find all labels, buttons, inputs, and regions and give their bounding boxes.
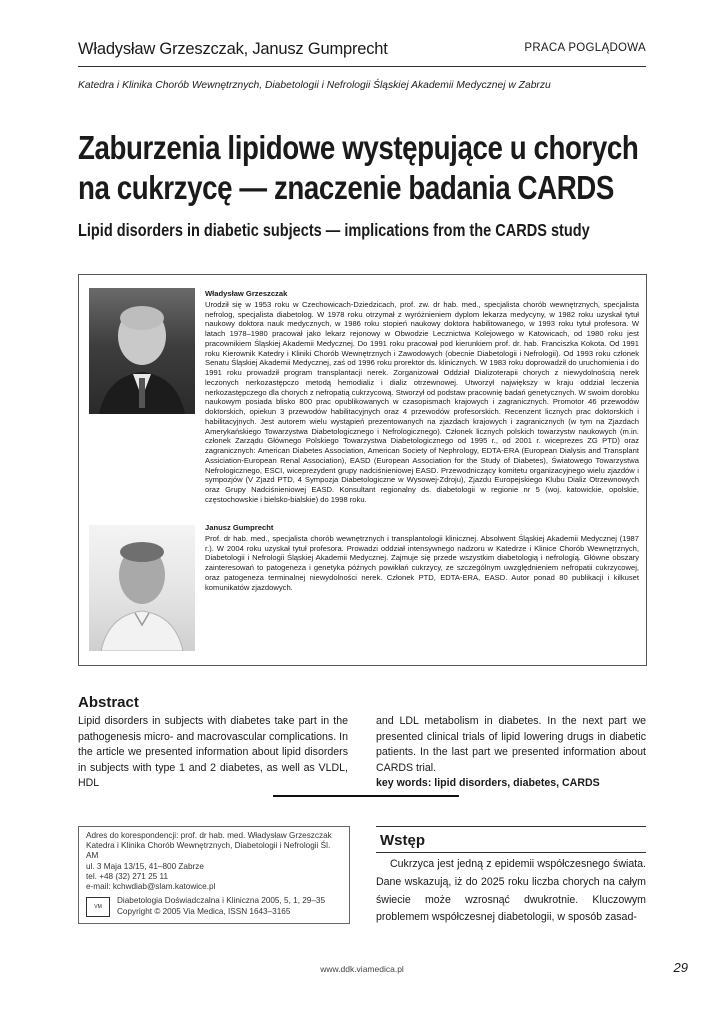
keywords: key words: lipid disorders, diabetes, CARDS xyxy=(376,777,600,789)
corr-email: e-mail: kchwdiab@slam.katowice.pl xyxy=(86,882,216,892)
footer-url: www.ddk.viamedica.pl xyxy=(320,964,404,974)
bio-name: Władysław Grzeszczak xyxy=(205,289,288,298)
article-type-label: PRACA POGLĄDOWA xyxy=(524,42,646,54)
abstract-left-column: Lipid disorders in subjects with diabetes take part in the pathogenesis micro- and macrovascular complications. In the article we presented information about lipid disorders in subjects with type 1 and 2 diabetes, as well as VLDL, HDL xyxy=(78,715,348,789)
abstract-right-column xyxy=(376,714,646,792)
section-divider xyxy=(273,795,459,797)
header-divider xyxy=(78,66,646,67)
corr-line: Adres do korespondencji: prof. dr hab. med. Władysław Grzeszczak xyxy=(86,831,332,840)
intro-heading-rule-bottom xyxy=(376,852,646,853)
publication-info xyxy=(117,895,325,917)
correspondence-box xyxy=(78,826,350,924)
title-line-2: na cukrzycę — znaczenie badania CARDS xyxy=(78,169,614,206)
publisher-logo-icon: VM xyxy=(86,897,110,917)
affiliation: Katedra i Klinika Chorób Wewnętrznych, Diabetologii i Nefrologii Śląskiej Akademii Medycznej w Zabrzu xyxy=(78,80,551,91)
article-title xyxy=(78,128,658,208)
journal-citation: Diabetologia Doświadczalna i Kliniczna 2005, 5, 1, 29–35 xyxy=(117,896,326,905)
corr-line: ul. 3 Maja 13/15, 41–800 Zabrze xyxy=(86,861,204,871)
intro-heading: Wstęp xyxy=(380,832,425,849)
corr-line: Katedra i Klinika Chorób Wewnętrznych, Diabetologii i Nefrologii Śl. AM xyxy=(86,841,331,861)
running-header-authors: Władysław Grzeszczak, Janusz Gumprecht xyxy=(78,40,388,58)
author-photo-gumprecht xyxy=(89,525,195,651)
bio-grzeszczak xyxy=(205,289,639,505)
title-line-1: Zaburzenia lipidowe występujące u chorych xyxy=(78,129,639,166)
copyright: Copyright © 2005 Via Medica, ISSN 1643–3165 xyxy=(117,907,291,916)
abstract-text: and LDL metabolism in diabetes. In the next part we presented clinical trials of lipid lowering drugs in diabetic patients. In the last part we presented information about CARDS trial. xyxy=(376,715,646,774)
correspondence-address xyxy=(86,831,344,892)
portrait-icon xyxy=(89,525,195,651)
abstract-heading: Abstract xyxy=(78,694,139,711)
page-number: 29 xyxy=(673,960,688,975)
bio-text: Urodził się w 1953 roku w Czechowicach-Dziedzicach, prof. zw. dr hab. med., specjalista chorób wewnętrznych, specjalista nefrolog, specjalista diabetolog. W 1978 roku otrzymał z wyróżnieniem dyplom lekarza medycyny, w 1982 roku uzyskał tytuł naukowy doktora nauk medycznych, w 1986 roku stopień naukowy doktora habilitowanego, w 1993 roku tytuł profesora. W latach 1978–1980 pracował jako lekarz rejonowy w Obwodzie Lecznictwa Kolejowego w Katowicach, od 1980 roku jest pracownikiem Śląskiej Akademii Medycznej. Do 1991 roku pracował pod kierunkiem prof. dr. hab. Franciszka Kokota. Od 1991 roku Kierownik Katedry i Kliniki Chorób Wewnętrznych i Zawodowych (obecnie Diabetologii i Nefrologii). Od 1993 roku członek Senatu Śląskiej Akademii Medycznej, zaś od 1996 roku prorektor ds. klinicznych. W 1983 roku doprowadził do uruchomienia i do 1991 roku prowadził program transplantacji nerek. Zorganizował Oddział Dializoterapii chorych z niewydolnością nerek leczonych nerkozastępczo metodą hemodializ i dializ otrzewnowej. Utworzył największy w kraju oddział leczenia nerkozastępczego dla chorych z nefropatią cukrzycową. Stworzył od podstaw pracownię badań genetycznych. W swoim dorobku naukowym posiada blisko 800 prac opublikowanych w czasopismach krajowych i zagranicznych. Promotor 46 przewodów doktorskich, opiekun 3 przewodów habilitacyjnych oraz 4 przewodów profesorskich. Recenzent licznych prac doktorskich i habilitacyjnych. Jest autorem wielu wystąpień prezentowanych na zjazdach krajowych i zagranicznych (w tym na Zjazdach Amerykańskiego Towarzystwa Diabetologicznego i Nefrologicznego). Członek licznych polskich towarzystw naukowych (m.in. członek Zarządu Głównego Polskiego Towarzystwa Diabetologicznego od 1995 r., od 2001 r. wiceprezes ZG PTD) oraz zagranicznych: American Diabetes Association, American Society of Nephrology, EDTA-ERA (European Dialysis and Transplant Assiciation-European Renal Association), EASD (European Association for the Study of Diabetes), Światowego Towarzystwa Nefrologicznego, ESCI, wiceprezydent grupy nadciśnieniowej EASD. Przewodniczący komitetu organizacyjnego wielu zjazdów i sympozjów (V Zjazd PTD, 4 Sympozja Diabetologiczne w Wysowej-Zdroju), Zjazdu Europejskiego Klubu Dializ Otrzewnowych oraz Grupy Nadciśnieniowej EASD. Konsultant regionalny ds. diabetologii w regionie nr 5 (woj. katowickie, opolskie, częstochowskie i bielsko-bialskie) do 1998 roku. xyxy=(205,299,639,504)
author-bio-box xyxy=(78,274,647,666)
intro-text: Cukrzyca jest jedną z epidemii współczesnego świata. Dane wskazują, iż do 2025 roku liczba chorych na całym świecie może wzrosnąć dwukrotnie. Kluczowym problemem współczesnej diabetologii, w sposób zasad- xyxy=(376,858,646,924)
author-photo-grzeszczak xyxy=(89,288,195,414)
bio-text: Prof. dr hab. med., specjalista chorób wewnętrznych i transplantologii klinicznej. Absolwent Śląskiej Akademii Medycznej (1987 r.). W 2004 roku uzyskał tytuł profesora. Prowadzi oddział intensywnego nadzoru w Katedrze i Klinice Chorób Wewnętrznych, Diabetologii i Nefrologii Śląskiej Akademii Medycznej. Zajmuje się przede wszystkim diabetologią i nefrologią. Główne obszary zainteresowań to patogeneza i genetyka późnych powikłań cukrzycy, ze szczególnym uwzględnieniem nefropatii cukrzycowej, oraz patogeneza terminalnej niewydolności nerek. Członek PTD, EDTA-ERA, EASD. Autor ponad 80 publikacji i kilkuset komunikatów zjazdowych. xyxy=(205,533,639,592)
bio-gumprecht xyxy=(205,523,639,592)
intro-heading-rule-top xyxy=(376,826,646,827)
bio-name: Janusz Gumprecht xyxy=(205,523,274,532)
portrait-icon xyxy=(89,288,195,414)
corr-line: tel. +48 (32) 271 25 11 xyxy=(86,871,169,881)
article-subtitle: Lipid disorders in diabetic subjects — implications from the CARDS study xyxy=(78,220,590,240)
